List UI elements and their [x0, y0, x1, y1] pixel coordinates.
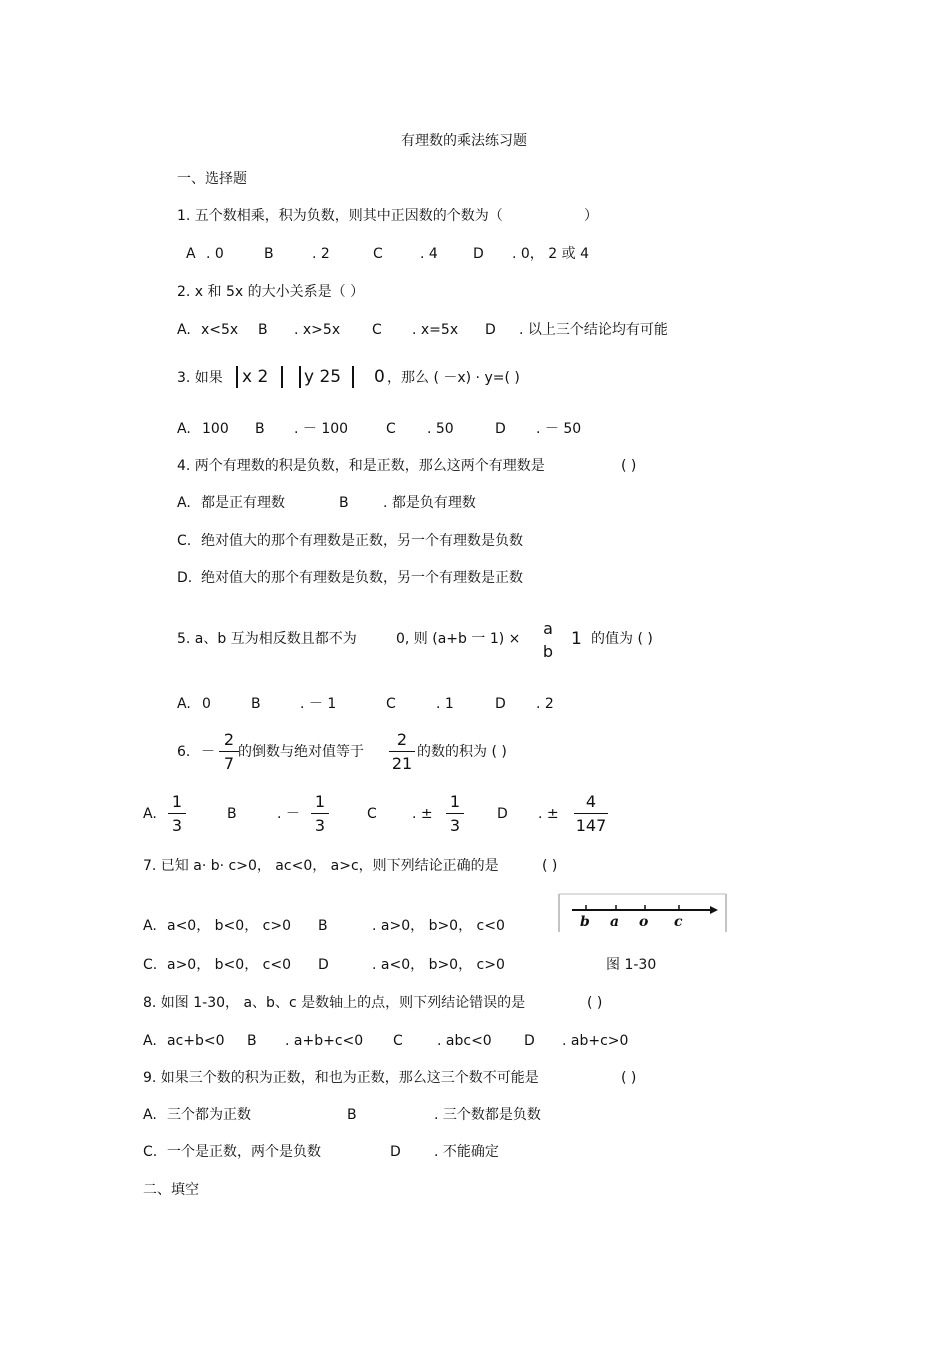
- q6-option-d-numerator: 4: [574, 793, 608, 814]
- q8-option-b-label: B: [247, 1033, 257, 1049]
- q7-option-c-label: C.: [143, 957, 158, 973]
- q4-stem: 4. 两个有理数的积是负数，和是正数，那么这两个有理数是: [177, 458, 545, 474]
- q4-option-d: 绝对值大的那个有理数是负数，另一个有理数是正数: [201, 570, 523, 586]
- q7-option-b-label: B: [318, 918, 328, 934]
- q4-option-b: . 都是负有理数: [383, 495, 476, 511]
- q3-option-d-label: D: [495, 421, 506, 437]
- q9-option-a: 三个都为正数: [167, 1107, 251, 1123]
- q2-option-b: . x>5x: [294, 322, 341, 338]
- q7-option-a: a<0， b<0， c>0: [167, 918, 291, 934]
- q1-option-b: . 2: [312, 246, 330, 262]
- q2-option-b-label: B: [258, 322, 268, 338]
- q2-stem: 2. x 和 5x 的大小关系是（ ）: [177, 284, 365, 300]
- q6-fraction-1-denominator: 7: [223, 754, 235, 773]
- q3-option-c: . 50: [427, 421, 454, 437]
- q3-abs-bar: [281, 366, 283, 388]
- q6-option-b-denominator: 3: [314, 816, 326, 835]
- q7-option-d: . a<0， b>0， c>0: [372, 957, 505, 973]
- q4-option-a-label: A.: [177, 495, 191, 511]
- q3-option-d: . － 50: [536, 421, 582, 437]
- q5-fraction-denominator: b: [542, 642, 554, 661]
- q3-option-c-label: C: [386, 421, 396, 437]
- q6-option-a-numerator: 1: [168, 793, 186, 814]
- q6-mid: 的倒数与绝对值等于: [238, 744, 364, 760]
- q2-option-d-label: D: [485, 322, 496, 338]
- q6-option-a-denominator: 3: [171, 816, 183, 835]
- q3-abs-bar: [352, 366, 354, 388]
- figure-caption: 图 1-30: [606, 957, 657, 973]
- q1-paren-close: ）: [584, 208, 598, 224]
- q3-option-b-label: B: [255, 421, 265, 437]
- q2-option-c-label: C: [372, 322, 382, 338]
- q6-suffix: 的数的积为 ( ): [417, 744, 507, 760]
- q6-option-d-sign: . ±: [538, 806, 559, 822]
- q3-suffix: ，那么 ( －x) · y=( ): [387, 370, 520, 386]
- q9-option-d-label: D: [390, 1144, 401, 1160]
- q6-option-c-numerator: 1: [446, 793, 464, 814]
- q6-fraction-2: [389, 731, 415, 773]
- q5-option-c: . 1: [436, 696, 454, 712]
- q6-fraction-1: [219, 731, 239, 773]
- q6-minus: －: [201, 744, 215, 760]
- q3-abs-bar: [299, 366, 301, 388]
- q9-option-b-label: B: [347, 1107, 357, 1123]
- q1-option-a: . 0: [206, 246, 224, 262]
- q6-option-b-numerator: 1: [311, 793, 329, 814]
- q3-prefix: 3. 如果: [177, 370, 223, 386]
- q2-option-d: . 以上三个结论均有可能: [519, 322, 668, 338]
- q6-option-c-sign: . ±: [412, 806, 433, 822]
- q5-option-b-label: B: [251, 696, 261, 712]
- point-b-label: b: [580, 914, 590, 930]
- q9-option-c-label: C.: [143, 1144, 158, 1160]
- q5-option-b: . － 1: [300, 696, 337, 712]
- q5-option-d-label: D: [495, 696, 506, 712]
- q4-option-a: 都是正有理数: [201, 495, 285, 511]
- q6-fraction-1-numerator: 2: [219, 731, 239, 752]
- q9-option-a-label: A.: [143, 1107, 157, 1123]
- q6-option-b-label: B: [227, 806, 237, 822]
- q3-zero: 0: [374, 367, 385, 387]
- number-line-arrow: [710, 906, 718, 914]
- point-c-label: c: [674, 914, 683, 930]
- q4-option-c-label: C.: [177, 533, 192, 549]
- number-line-figure: [558, 892, 728, 934]
- q4-option-d-label: D.: [177, 570, 193, 586]
- q5-option-a: 0: [202, 696, 211, 712]
- q6-option-d-denominator: 147: [575, 816, 607, 835]
- q3-option-a: 100: [202, 421, 229, 437]
- q4-option-b-label: B: [339, 495, 349, 511]
- q5-one: 1: [571, 629, 582, 649]
- q1-option-b-label: B: [264, 246, 274, 262]
- q8-stem: 8. 如图 1-30， a、b、c 是数轴上的点，则下列结论错误的是: [143, 995, 526, 1011]
- q6-option-c-denominator: 3: [449, 816, 461, 835]
- q8-option-d: . ab+c>0: [562, 1033, 629, 1049]
- q6-option-c-label: C: [367, 806, 377, 822]
- q6-option-a-label: A.: [143, 806, 157, 822]
- q9-stem: 9. 如果三个数的积为正数，和也为正数，那么这三个数不可能是: [143, 1070, 539, 1086]
- point-a-label: a: [610, 914, 620, 930]
- q8-option-b: . a+b+c<0: [285, 1033, 364, 1049]
- q2-option-c: . x=5x: [412, 322, 459, 338]
- q5-fraction: [538, 620, 558, 661]
- q7-stem: 7. 已知 a· b· c>0， ac<0， a>c，则下列结论正确的是: [143, 858, 499, 874]
- q6-prefix: 6.: [177, 744, 191, 760]
- q4-option-c: 绝对值大的那个有理数是正数，另一个有理数是负数: [201, 533, 523, 549]
- q9-paren: ( ): [621, 1070, 637, 1086]
- q5-option-d: . 2: [536, 696, 554, 712]
- q7-option-d-label: D: [318, 957, 329, 973]
- q5-option-a-label: A.: [177, 696, 191, 712]
- q8-option-a: ac+b<0: [167, 1033, 225, 1049]
- q9-option-c: 一个是正数，两个是负数: [167, 1144, 321, 1160]
- q3-option-b: . － 100: [294, 421, 349, 437]
- q6-option-d-label: D: [497, 806, 508, 822]
- q7-option-a-label: A.: [143, 918, 157, 934]
- q3-abs-bar: [236, 366, 238, 388]
- q5-prefix: 5. a、b 互为相反数且都不为: [177, 631, 357, 647]
- q5-option-c-label: C: [386, 696, 396, 712]
- q7-option-c: a>0， b<0， c<0: [167, 957, 291, 973]
- section-heading-choice: 一、选择题: [177, 171, 247, 187]
- q3-abs-x: x 2: [242, 367, 269, 387]
- q6-fraction-2-numerator: 2: [389, 731, 415, 752]
- q1-option-d-label: D: [473, 246, 484, 262]
- q6-option-b-sign: . －: [277, 806, 300, 822]
- q3-abs-y: y 25: [304, 367, 342, 387]
- q7-paren: ( ): [542, 858, 558, 874]
- q1-option-c-label: C: [373, 246, 383, 262]
- q8-option-d-label: D: [524, 1033, 535, 1049]
- q5-fraction-numerator: a: [543, 619, 553, 638]
- q6-option-c-fraction: [446, 793, 464, 835]
- q6-option-b-fraction: [311, 793, 329, 835]
- q9-option-d: . 不能确定: [434, 1144, 499, 1160]
- q2-option-a-label: A.: [177, 322, 191, 338]
- q8-option-a-label: A.: [143, 1033, 157, 1049]
- point-o-label: o: [639, 914, 649, 930]
- q6-option-d-fraction: [574, 793, 608, 835]
- page-title: 有理数的乘法练习题: [401, 133, 527, 149]
- q6-option-a-fraction: [168, 793, 186, 835]
- q4-paren: ( ): [621, 458, 637, 474]
- q9-option-b: . 三个数都是负数: [434, 1107, 541, 1123]
- section-heading-fill-in: 二、填空: [143, 1182, 199, 1198]
- q5-mid: 0, 则 (a+b 一 1) ×: [396, 631, 521, 647]
- q1-option-a-label: A: [186, 246, 196, 262]
- q1-option-c: . 4: [420, 246, 438, 262]
- q3-option-a-label: A.: [177, 421, 191, 437]
- q8-option-c-label: C: [393, 1033, 403, 1049]
- q1-stem: 1. 五个数相乘，积为负数，则其中正因数的个数为（: [177, 208, 503, 224]
- q6-fraction-2-denominator: 21: [391, 754, 413, 773]
- q1-option-d: . 0， 2 或 4: [512, 246, 589, 262]
- q7-option-b: . a>0， b>0， c<0: [372, 918, 505, 934]
- q8-option-c: . abc<0: [437, 1033, 492, 1049]
- q8-paren: ( ): [587, 995, 603, 1011]
- q2-option-a: x<5x: [201, 322, 239, 338]
- q5-suffix: 的值为 ( ): [591, 631, 653, 647]
